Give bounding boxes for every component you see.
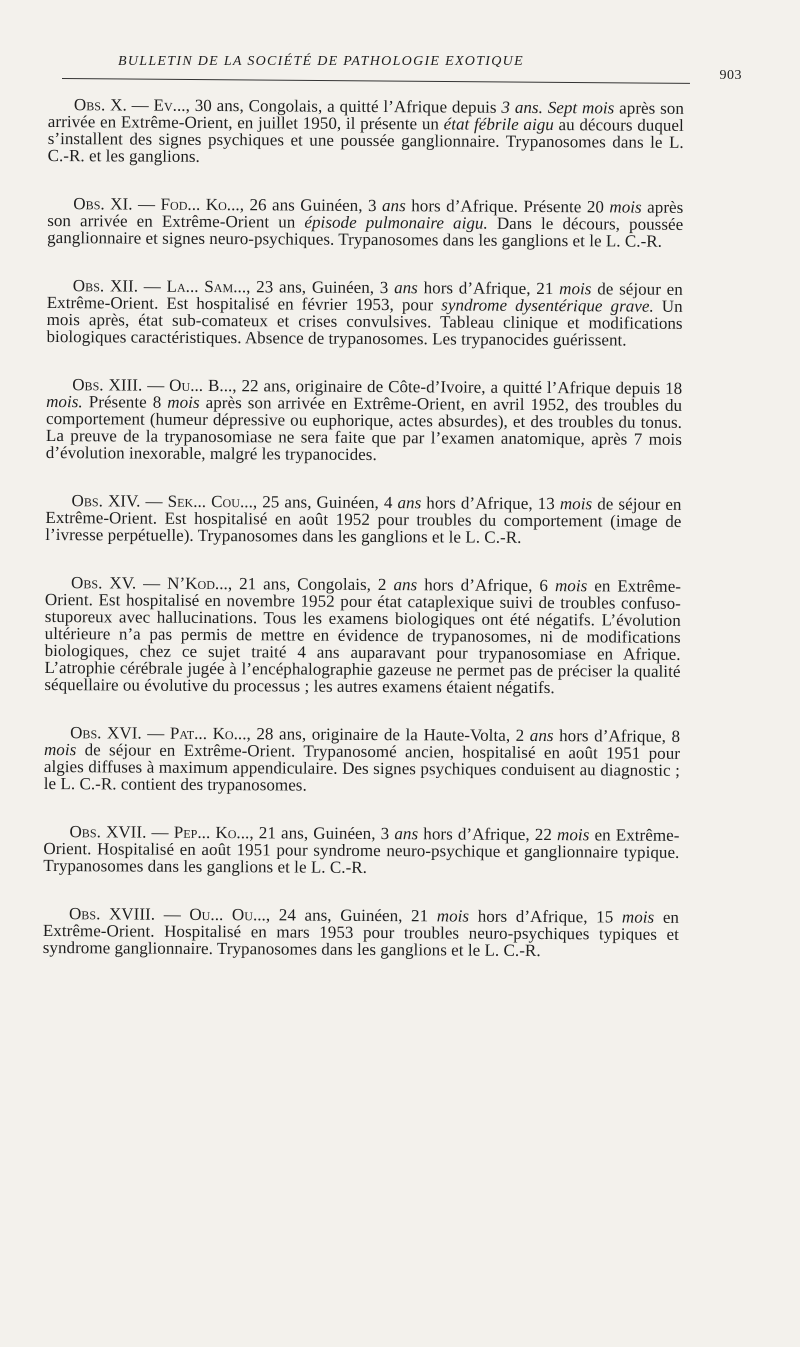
observation-10 (48, 96, 684, 168)
italic-text: mois (436, 906, 470, 926)
header-rule (62, 78, 690, 84)
text-segment: , 21 ans, Guinéen, 3 (249, 823, 395, 844)
italic-text: ans (529, 725, 554, 746)
text-segment: , 23 ans, Guinéen, 3 (246, 277, 395, 298)
text-segment: hors d’Afrique, 13 (421, 493, 560, 514)
observation-label: Obs. XII. (72, 276, 139, 296)
observation-dash: — (155, 904, 190, 924)
italic-text: mois (609, 197, 642, 217)
observation-15 (44, 574, 681, 697)
text-segment: , 28 ans, originaire de la Haute-Volta, 2 (246, 724, 530, 745)
observation-dash: — (141, 723, 170, 743)
observation-label: Obs. XIV. (71, 491, 141, 511)
text-segment: , 21 ans, Congolais, 2 (227, 574, 394, 595)
observation-dash: — (137, 276, 167, 296)
page-number: 903 (719, 68, 742, 83)
observation-dash: — (126, 95, 154, 115)
italic-text: ans (381, 196, 406, 216)
text-segment: Présente 8 (82, 392, 168, 412)
text-segment: après son arrivée en Extrême-Orient, en juillet 1950, il présente un (47, 98, 684, 134)
italic-text: ans (397, 493, 422, 513)
patient-name: Fod... Ko... (160, 194, 240, 215)
patient-name: Ou... Ou... (189, 904, 266, 925)
italic-text: épisode pulmonaire aigu. (304, 212, 488, 233)
italic-text: syndrome dysentérique grave. (441, 295, 654, 316)
observation-16 (44, 724, 680, 796)
patient-name: Sek... Cou... (167, 491, 253, 512)
text-segment: , 25 ans, Guinéen, 4 (252, 492, 398, 513)
text-segment: en Extrême-Orient. Hospitalisé en août 1951 pour syndrome neuro-psychique et ganglionnaire typique. Trypanosomes dans les ganglions et le L. C.-R. (43, 825, 680, 877)
text-segment: hors d’Afrique. Présente 20 (405, 196, 610, 217)
italic-text: ans (393, 575, 418, 595)
italic-text: ans (394, 824, 419, 844)
italic-text: mois (43, 739, 77, 760)
text-segment: hors d’Afrique, 22 (418, 824, 558, 845)
italic-text: 3 ans. Sept mois (501, 97, 615, 118)
journal-title: BULLETIN DE LA SOCIÉTÉ DE PATHOLOGIE EXOTIQUE (118, 54, 524, 69)
text-segment: hors d’Afrique, 8 (553, 726, 681, 746)
text-segment: au décours duquel s’installent des signes psychiques et une poussée ganglionnaire. Trypanosomes dans le L. C.-R. et les ganglions. (47, 115, 684, 166)
observation-label: Obs. XV. (70, 573, 137, 593)
italic-text: ans (394, 278, 418, 298)
patient-name: Ev... (153, 95, 186, 115)
running-header (62, 54, 742, 86)
observation-11 (47, 195, 683, 250)
text-segment: de séjour en Extrême-Orient. Est hospitalisé en août 1952 pour troubles du comportement (image de l’ivresse perpétuelle). Trypanosomes dans les ganglions et le L. C.-R. (45, 494, 682, 547)
text-segment: , 24 ans, Guinéen, 21 (265, 905, 437, 926)
italic-text: mois (559, 494, 593, 514)
patient-name: Ou... B... (169, 375, 233, 396)
observation-label: Obs. XI. (73, 194, 133, 214)
observation-12 (46, 277, 682, 349)
italic-text: mois (621, 907, 655, 927)
observation-label: Obs. XVII. (69, 822, 147, 842)
observation-label: Obs. X. (73, 95, 127, 115)
observation-14 (45, 492, 681, 547)
italic-text: état fébrile aigu (443, 114, 554, 135)
patient-name: Pep... Ko... (173, 822, 250, 843)
observation-dash: — (132, 194, 161, 214)
patient-name: Pat... Ko... (169, 723, 247, 744)
observation-17 (43, 823, 679, 878)
text-segment: , 26 ans Guinéen, 3 (239, 195, 383, 216)
patient-name: La... Sam... (166, 276, 247, 297)
observation-dash: — (136, 573, 168, 593)
text-segment: après son arrivée en Extrême-Orient, en avril 1952, des troubles du comportement (humeur dépressive ou euphorique, actes absurdes), et des troubles du tonus. La preuve de la trypanosomiase ne sera faite que par l’examen anatomique, après 7 mois d’évolution inexorable, malgré les trypanocides. (45, 392, 683, 465)
italic-text: mois (167, 392, 200, 412)
italic-text: mois (554, 576, 588, 596)
observation-label: Obs. XVIII. (68, 904, 156, 924)
text-segment: hors d’Afrique, 6 (417, 575, 556, 596)
text-segment: après son arrivée en Extrême-Orient un (47, 197, 684, 232)
text-segment: de séjour en Extrême-Orient. Est hospitalisé en février 1953, pour (46, 279, 683, 315)
text-segment: en Extrême-Orient. Est hospitalisé en novembre 1952 pour état cataplexique suivi de troubles confuso-stuporeux avec hallucinations. Tous les examens biologiques ont été négatifs. L’évolution ultérieure n’a pas permis de mettre en évidence de trypanosomes, ni de modifications biologiques, chez ce sujet traité 4 ans auparavant pour trypanosomiase en Afrique. L’atrophie cérébrale jugée à l’encéphalographie gazeuse ne permet pas de préciser la qualité séquellaire ou évolutive du processus ; les autres examens étaient négatifs. (44, 576, 682, 698)
text-segment: , 30 ans, Congolais, a quitté l’Afrique depuis (185, 95, 502, 117)
observation-18 (43, 905, 679, 960)
observation-13 (46, 376, 683, 465)
observation-dash: — (146, 822, 174, 842)
observations-list (43, 96, 684, 960)
text-segment: Dans le décours, poussée ganglionnaire et signes neuro-psychiques. Trypanosomes dans les ganglions et le L. C.-R. (47, 213, 684, 251)
text-segment: , 22 ans, originaire de Côte-d’Ivoire, a quitté l’Afrique depuis 18 (232, 376, 683, 398)
observation-dash: — (140, 491, 168, 511)
text-segment: Un mois après, état sub-comateux et crises convulsives. Tableau clinique et modifications biologiques caractéristiques. Absence de trypanosomes. Les trypanocides guérissent. (46, 296, 683, 350)
italic-text: mois. (46, 391, 83, 412)
observation-text (44, 574, 681, 697)
text-segment: hors d’Afrique, 15 (469, 906, 622, 927)
text-segment: de séjour en Extrême-Orient. Trypanosomé ancien, hospitalisé en août 1951 pour algies diffuses à maximum appendiculaire. Des signes psychiques conduisent au diagnostic ; le L. C.-R. contient des trypanosomes. (43, 740, 681, 795)
text-segment: hors d’Afrique, 21 (417, 278, 560, 299)
text-segment: en Extrême-Orient. Hospitalisé en mars 1953 pour troubles neuro-psychiques typiques et syndrome ganglionnaire. Trypanosomes dans les ganglions et le L. C.-R. (42, 907, 680, 961)
patient-name: N’Kod... (167, 573, 228, 594)
observation-dash: — (142, 375, 170, 395)
italic-text: mois (559, 279, 592, 299)
italic-text: mois (557, 825, 590, 845)
observation-label: Obs. XVI. (70, 723, 142, 743)
observation-label: Obs. XIII. (72, 375, 143, 395)
